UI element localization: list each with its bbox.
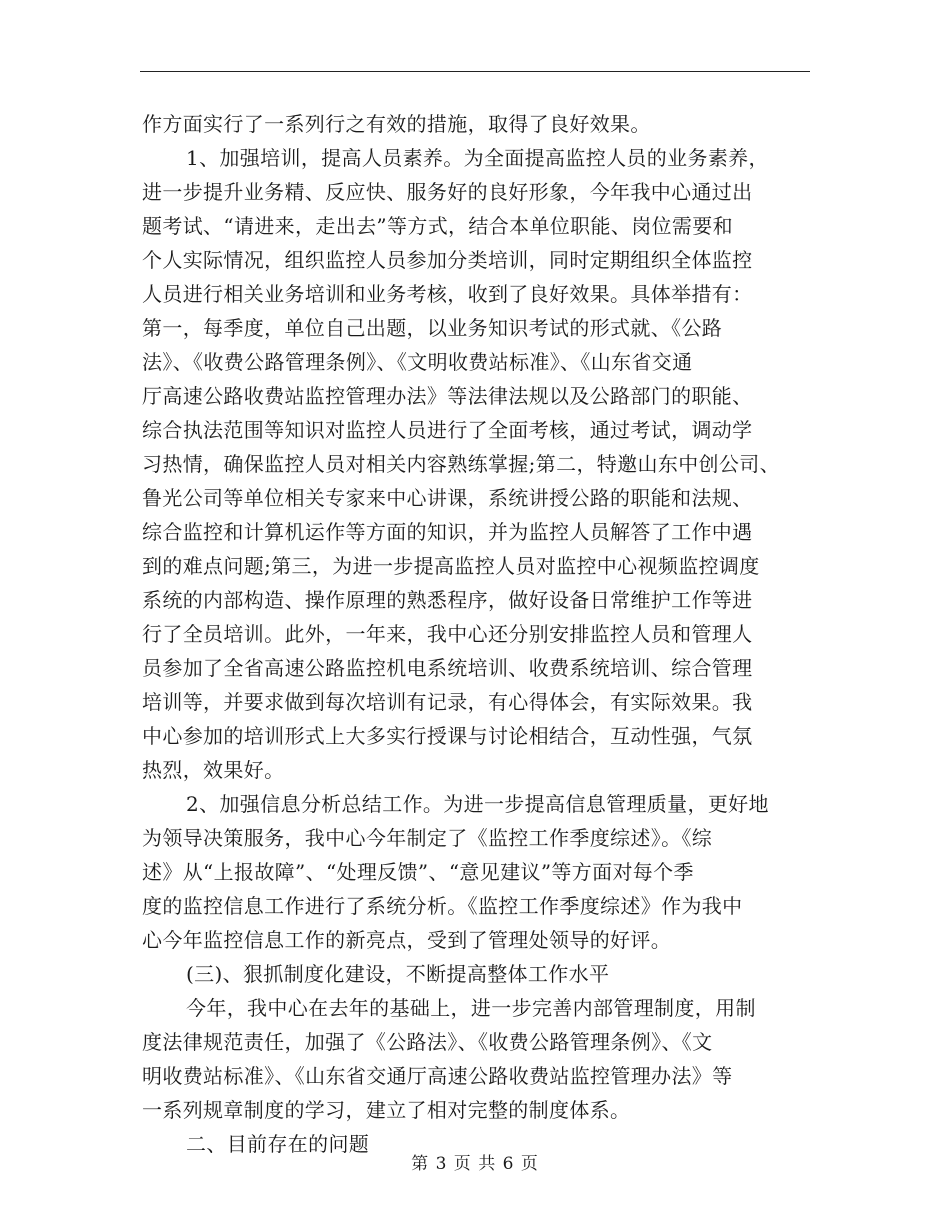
text-line: 心今年监控信息工作的新亮点，受到了管理处领导的好评。 bbox=[142, 928, 672, 952]
text-line: 综合执法范围等知识对监控人员进行了全面考核，通过考试，调动学 bbox=[142, 418, 753, 442]
text-line: 中心参加的培训形式上大多实行授课与讨论相结合，互动性强，气氛 bbox=[142, 724, 753, 748]
text-line: 个人实际情况，组织监控人员参加分类培训，同时定期组织全体监控 bbox=[142, 248, 753, 272]
section-heading: (三)、狠抓制度化建设，不断提高整体工作水平 bbox=[186, 962, 610, 986]
text-line: 行了全员培训。此外，一年来，我中心还分别安排监控人员和管理人 bbox=[142, 622, 753, 646]
text-line: 明收费站标准》、《山东省交通厅高速公路收费站监控管理办法》等 bbox=[142, 1064, 733, 1088]
text-line: 度法律规范责任，加强了《公路法》、《收费公路管理条例》、《文 bbox=[142, 1030, 713, 1054]
text-line: 鲁光公司等单位相关专家来中心讲课，系统讲授公路的职能和法规、 bbox=[142, 486, 753, 510]
text-line: 进一步提升业务精、反应快、服务好的良好形象，今年我中心通过出 bbox=[142, 180, 753, 204]
text-line: 法》、《收费公路管理条例》、《文明收费站标准》、《山东省交通 bbox=[142, 350, 693, 374]
text-line: 到的难点问题;第三，为进一步提高监控人员对监控中心视频监控调度 bbox=[142, 554, 760, 578]
text-line: 今年，我中心在去年的基础上，进一步完善内部管理制度，用制 bbox=[186, 996, 756, 1020]
text-line: 习热情，确保监控人员对相关内容熟练掌握;第二，特邀山东中创公司、 bbox=[142, 452, 780, 476]
text-line: 1、加强培训，提高人员素养。为全面提高监控人员的业务素养， bbox=[186, 146, 769, 170]
text-line: 热烈，效果好。 bbox=[142, 758, 285, 782]
text-line: 厅高速公路收费站监控管理办法》等法律法规以及公路部门的职能、 bbox=[142, 384, 753, 408]
text-line: 第一，每季度，单位自己出题，以业务知识考试的形式就、《公路 bbox=[142, 316, 723, 340]
text-line: 员参加了全省高速公路监控机电系统培训、收费系统培训、综合管理 bbox=[142, 656, 753, 680]
text-line: 一系列规章制度的学习，建立了相对完整的制度体系。 bbox=[142, 1098, 631, 1122]
text-line: 度的监控信息工作进行了系统分析。《监控工作季度综述》作为我中 bbox=[142, 894, 743, 918]
text-line: 2、加强信息分析总结工作。为进一步提高信息管理质量，更好地 bbox=[186, 792, 769, 816]
text-line: 作方面实行了一系列行之有效的措施，取得了良好效果。 bbox=[142, 112, 651, 136]
text-line: 述》从“上报故障”、“处理反馈”、“意见建议”等方面对每个季 bbox=[142, 860, 694, 884]
text-line: 综合监控和计算机运作等方面的知识，并为监控人员解答了工作中遇 bbox=[142, 520, 753, 544]
text-line: 为领导决策服务，我中心今年制定了《监控工作季度综述》。《综 bbox=[142, 826, 713, 850]
text-line: 人员进行相关业务培训和业务考核，收到了良好效果。具体举措有： bbox=[142, 282, 753, 306]
text-line: 题考试、“请进来，走出去”等方式，结合本单位职能、岗位需要和 bbox=[142, 214, 733, 238]
page-number-footer: 第 3 页 共 6 页 bbox=[411, 1154, 539, 1174]
text-line: 培训等，并要求做到每次培训有记录，有心得体会，有实际效果。我 bbox=[142, 690, 753, 714]
section-heading: 二、目前存在的问题 bbox=[186, 1132, 370, 1156]
text-line: 系统的内部构造、操作原理的熟悉程序，做好设备日常维护工作等进 bbox=[142, 588, 753, 612]
